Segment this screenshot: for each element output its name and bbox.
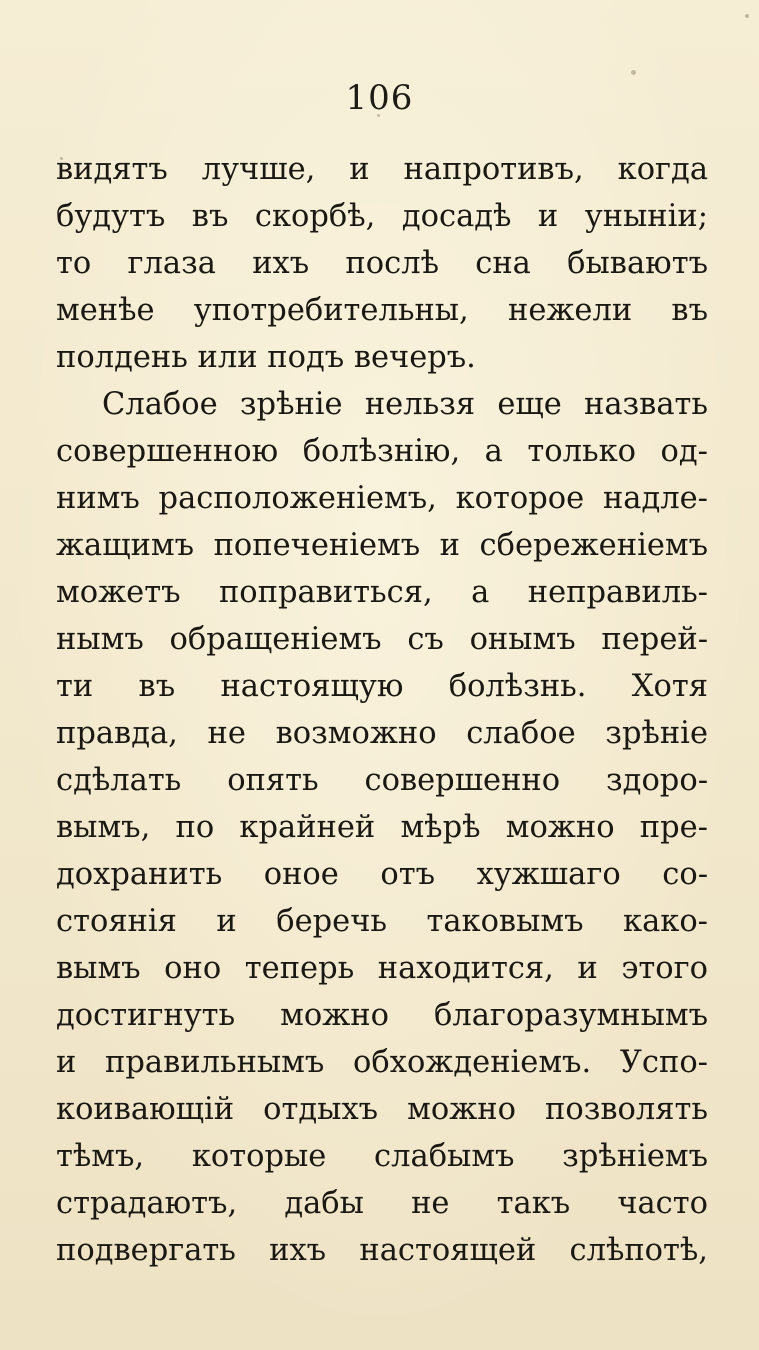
- text-line: достигнуть можно благоразумнымъ: [56, 998, 708, 1033]
- text-line: дохранить оное отъ хужшаго со-: [56, 857, 708, 892]
- text-line: вымъ оно теперь находится, и этого: [56, 951, 708, 986]
- text-line: нимъ расположенiемъ, которое надле-: [56, 481, 708, 516]
- text-line: тѣмъ, которые слабымъ зрѣнiемъ: [56, 1139, 708, 1174]
- text-line: будутъ въ скорбѣ, досадѣ и унынiи;: [56, 199, 708, 234]
- text-line: то глаза ихъ послѣ сна бываютъ: [56, 246, 708, 281]
- text-line: вымъ, по крайней мѣрѣ можно пре-: [56, 810, 708, 845]
- paper-speck: [631, 70, 636, 75]
- text-line: можетъ поправиться, а неправиль-: [56, 575, 708, 610]
- text-line: правда, не возможно слабое зрѣнiе: [56, 716, 708, 751]
- text-line: коивающiй отдыхъ можно позволять: [56, 1092, 708, 1127]
- text-line: стоянiя и беречь таковымъ како-: [56, 904, 708, 939]
- text-line: ти въ настоящую болѣзнь. Хотя: [56, 669, 708, 704]
- text-line: и правильнымъ обхожденiемъ. Успо-: [56, 1045, 708, 1080]
- paper-speck: [745, 14, 749, 18]
- text-line: Слабое зрѣнiе нельзя еще назвать: [102, 387, 708, 422]
- text-line: жащимъ попеченiемъ и сбереженiемъ: [56, 528, 708, 563]
- text-line: менѣе употребительны, нежели въ: [56, 293, 708, 328]
- body-text: [56, 146, 708, 1274]
- text-line: совершенною болѣзнiю, а только од-: [56, 434, 708, 469]
- page-number: 106: [345, 78, 414, 118]
- text-line: полдень или подъ вечеръ.: [56, 340, 476, 375]
- text-line: страдаютъ, дабы не такъ часто: [56, 1186, 708, 1221]
- text-line: сдѣлать опять совершенно здоро-: [56, 763, 708, 798]
- text-line: подвергать ихъ настоящей слѣпотѣ,: [56, 1233, 708, 1268]
- text-line: видятъ лучше, и напротивъ, когда: [56, 152, 708, 187]
- text-line: нымъ обращенiемъ съ онымъ перей-: [56, 622, 708, 657]
